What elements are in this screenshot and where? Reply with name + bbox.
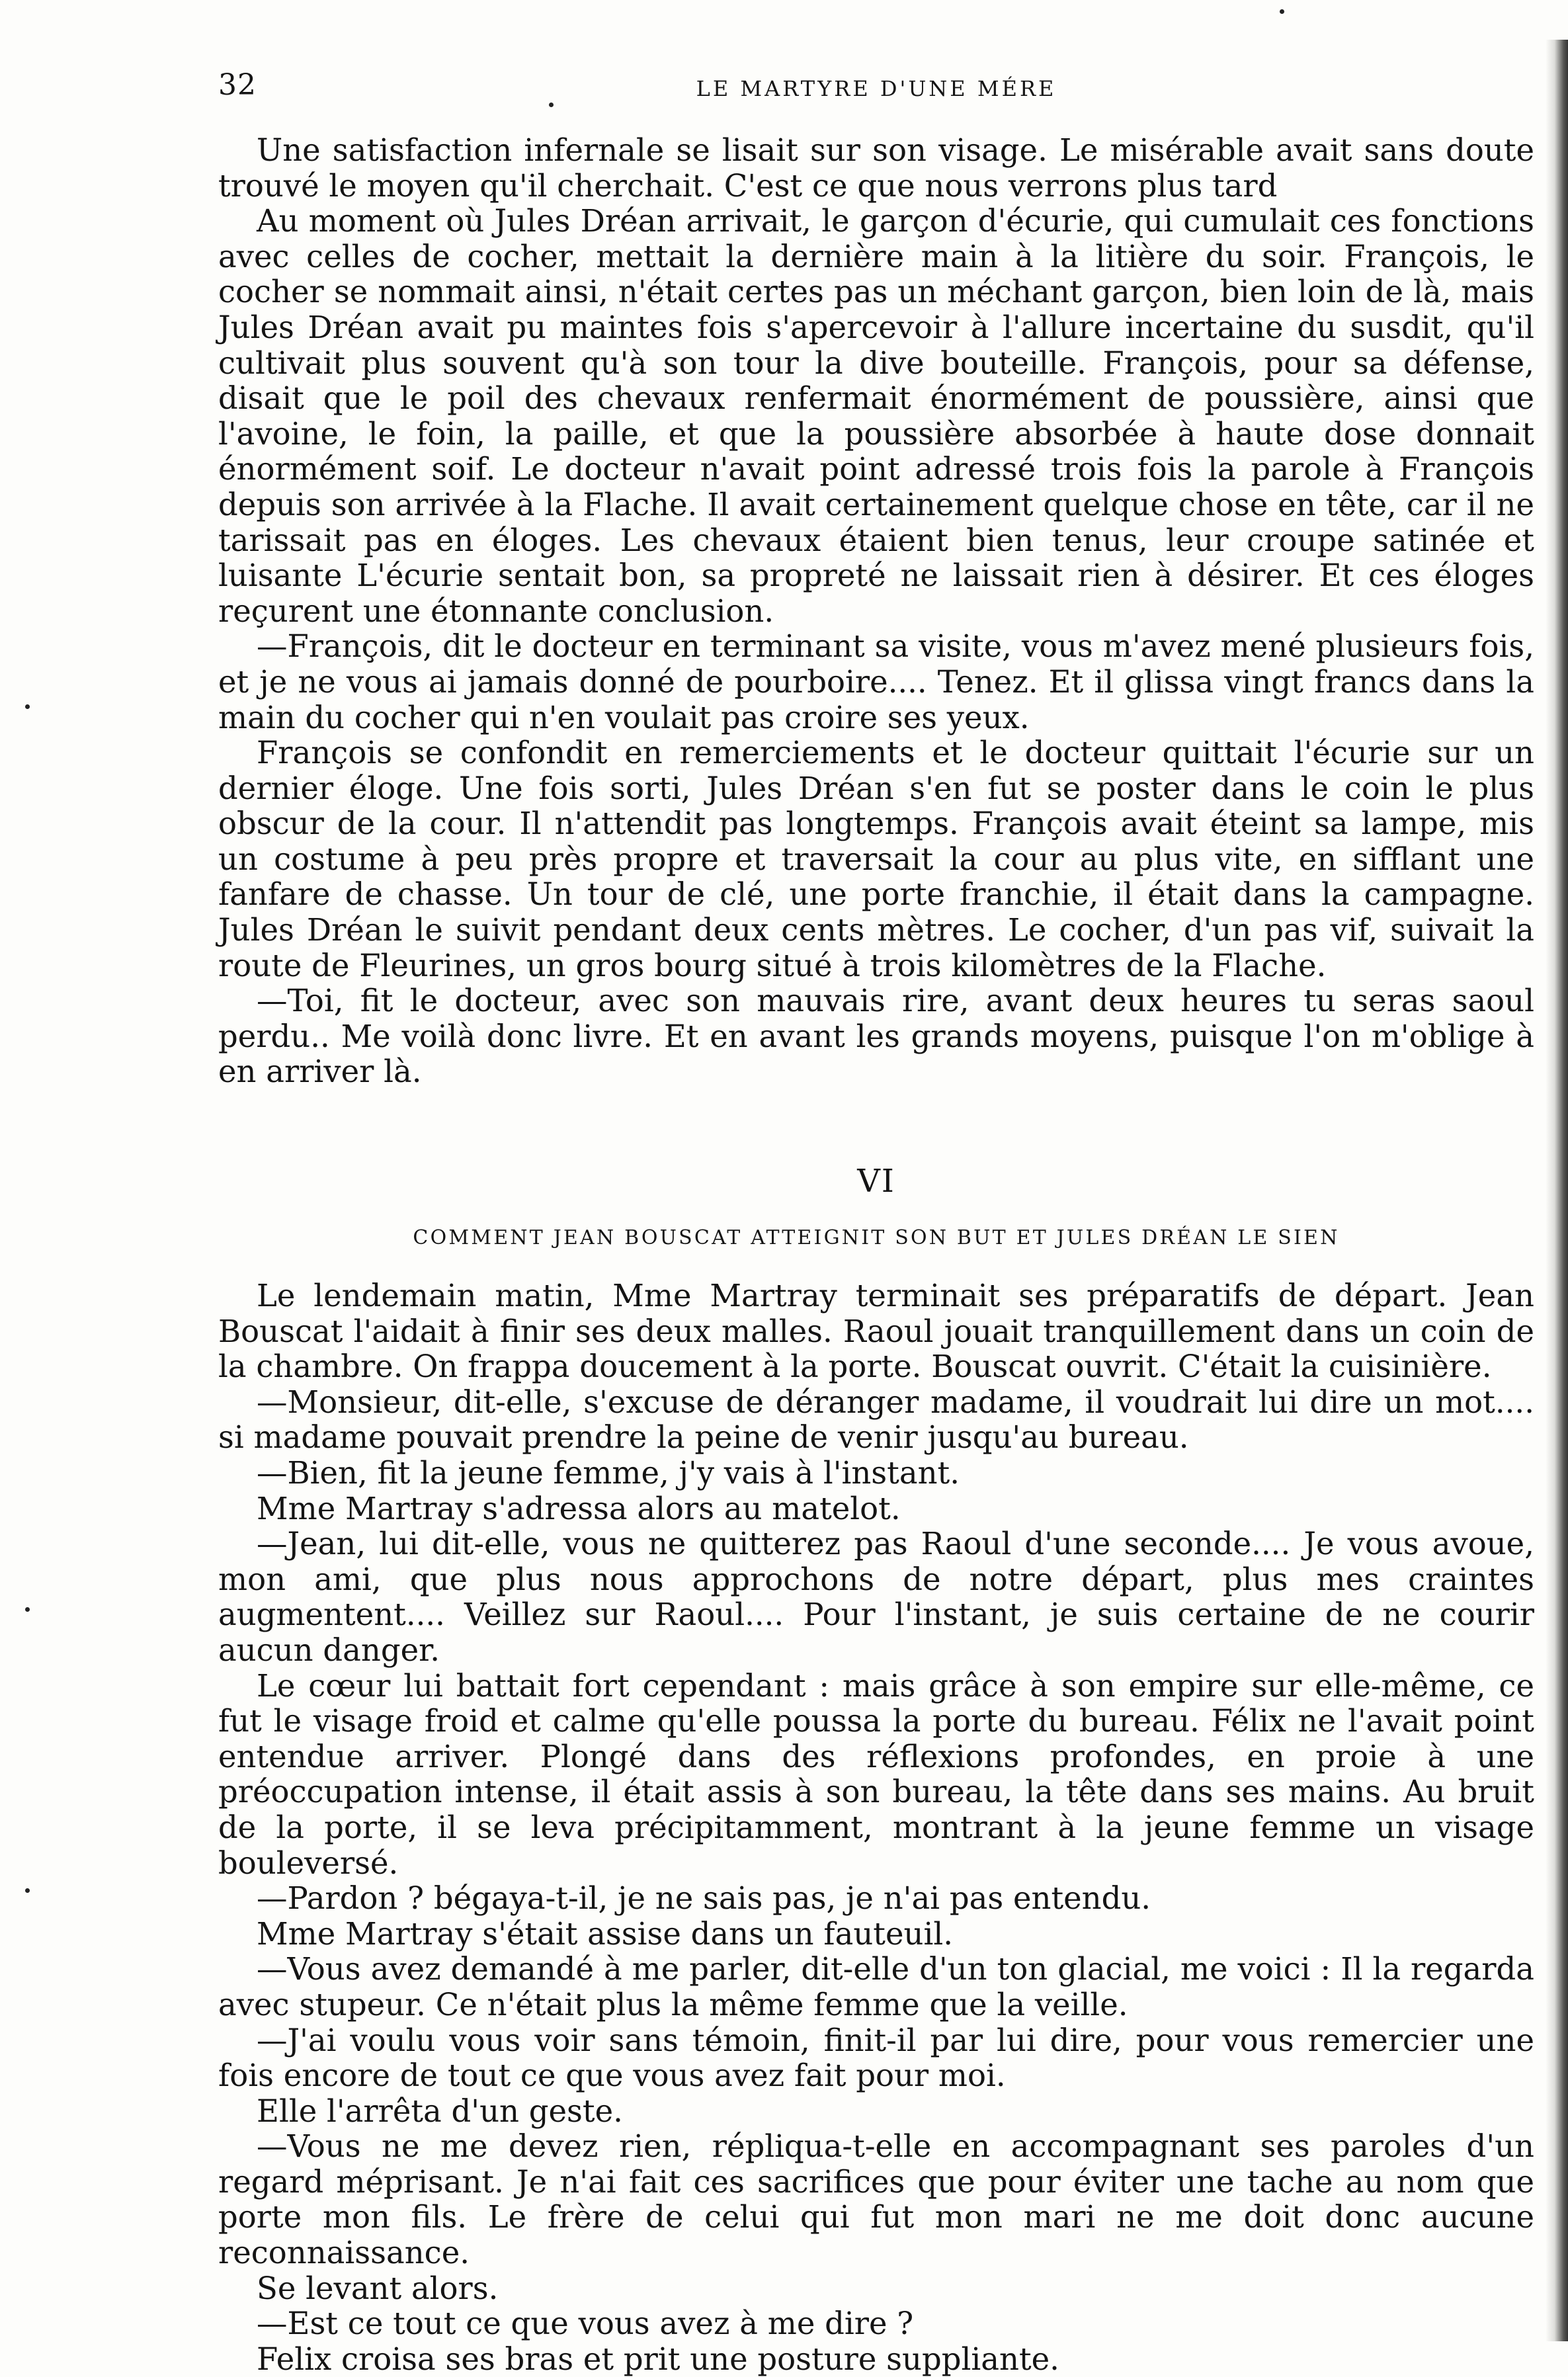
print-speck [25,704,30,709]
paragraph: Le cœur lui battait fort cependant : mais grâce à son empire sur elle-même, ce fut le visage froid et calme qu'elle poussa la porte du bureau. Félix ne l'avait point entendue arriver. Plongé dans des réflexions profondes, en proie à une préoccupation intense, il était assis à son bureau, la tête dans ses mains. Au bruit de la porte, il se leva précipitamment, montrant à la jeune femme un visage bouleversé. [218,1667,1534,1881]
paragraph: Mme Martray s'adressa alors au matelot. [257,1490,901,1526]
chapter-number: VI [857,1163,895,1200]
print-speck [25,1888,30,1893]
page-number: 32 [218,68,257,102]
paragraph: Se levant alors. [257,2270,499,2306]
paragraph: —Monsieur, dit-elle, s'excuse de déranger madame, il voudrait lui dire un mot.... si madame pouvait prendre la peine de venir jusqu'au bureau. [218,1384,1534,1456]
print-speck [1280,9,1284,14]
paragraph: Mme Martray s'était assise dans un fauteuil. [257,1915,953,1952]
paragraph: —Vous ne me devez rien, répliqua-t-elle en accompagnant ses paroles d'un regard méprisant. Je n'ai fait ces sacrifices que pour éviter une tache au nom que porte mon fils. Le frère de celui qui fut mon mari ne me doit donc aucune reconnaissance. [218,2128,1534,2271]
text-block-after-chapter [218,1278,1534,2377]
paragraph: François se confondit en remerciements et le docteur quittait l'écurie sur un dernier éloge. Une fois sorti, Jules Dréan s'en fut se poster dans le coin le plus obscur de la cour. Il n'attendit pas longtemps. François avait éteint sa lampe, mis un costume à peu près propre et traversait la cour au plus vite, en sifflant une fanfare de chasse. Un tour de clé, une porte franchie, il était dans la campagne. Jules Dréan le suivit pendant deux cents mètres. Le cocher, d'un pas vif, suivait la route de Fleurines, un gros bourg situé à trois kilomètres de la Flache. [218,735,1534,983]
paragraph: —Vous avez demandé à me parler, dit-elle d'un ton glacial, me voici : Il la regarda avec stupeur. Ce n'était plus la même femme que la veille. [218,1951,1534,2023]
page-header [218,63,1534,116]
page-binding-edge [1546,40,1568,2341]
chapter-title: COMMENT JEAN BOUSCAT ATTEIGNIT SON BUT ET JULES DRÉAN LE SIEN [413,1226,1340,1250]
paragraph: —J'ai voulu vous voir sans témoin, finit-il par lui dire, pour vous remercier une fois encore de tout ce que vous avez fait pour moi. [218,2022,1534,2094]
paragraph: —Toi, fit le docteur, avec son mauvais rire, avant deux heures tu seras saoul perdu.. Me voilà donc livre. Et en avant les grands moyens, puisque l'on m'oblige à en arriver là. [218,983,1534,1090]
paragraph: —François, dit le docteur en terminant sa visite, vous m'avez mené plusieurs fois, et je ne vous ai jamais donné de pourboire.... Tenez. Et il glissa vingt francs dans la main du cocher qui n'en voulait pas croire ses yeux. [218,628,1534,735]
paragraph: Le lendemain matin, Mme Martray terminait ses préparatifs de départ. Jean Bouscat l'aidait à finir ses deux malles. Raoul jouait tranquillement dans un coin de la chambre. On frappa doucement à la porte. Bouscat ouvrit. C'était la cuisinière. [218,1278,1534,1385]
paragraph: Une satisfaction infernale se lisait sur son visage. Le misérable avait sans doute trouvé le moyen qu'il cherchait. C'est ce que nous verrons plus tard [218,132,1534,204]
paragraph: Elle l'arrêta d'un geste. [257,2093,623,2129]
book-page [218,63,1534,2377]
paragraph: —Jean, lui dit-elle, vous ne quitterez pas Raoul d'une seconde.... Je vous avoue, mon ami, que plus nous approchons de notre départ, plus mes craintes augmentent.... Veillez sur Raoul.... Pour l'instant, je suis certaine de ne courir aucun danger. [218,1526,1534,1668]
running-title: LE MARTYRE D'UNE MÉRE [696,76,1057,101]
paragraph: —Bien, fit la jeune femme, j'y vais à l'instant. [257,1455,960,1491]
paragraph: —Pardon ? bégaya-t-il, je ne sais pas, je n'ai pas entendu. [257,1880,1151,1917]
text-block-before-chapter [218,133,1534,1090]
paragraph: Au moment où Jules Dréan arrivait, le garçon d'écurie, qui cumulait ces fonctions avec celles de cocher, mettait la dernière main à la litière du soir. François, le cocher se nommait ainsi, n'était certes pas un méchant garçon, bien loin de là, mais Jules Dréan avait pu maintes fois s'apercevoir à l'allure incertaine du susdit, qu'il cultivait plus souvent qu'à son tour la dive bouteille. François, pour sa défense, disait que le poil des chevaux renfermait énormément de poussière, ainsi que l'avoine, le foin, la paille, et que la poussière absorbée à haute dose donnait énormément soif. Le docteur n'avait point adressé trois fois la parole à François depuis son arrivée à la Flache. Il avait certainement quelque chose en tête, car il ne tarissait pas en éloges. Les chevaux étaient bien tenus, leur croupe satinée et luisante L'écurie sentait bon, sa propreté ne laissait rien à désirer. Et ces éloges reçurent une étonnante conclusion. [218,203,1534,629]
paragraph: Felix croisa ses bras et prit une posture suppliante. [257,2341,1059,2377]
paragraph: —Est ce tout ce que vous avez à me dire ? [257,2306,914,2342]
print-speck [25,1607,30,1612]
